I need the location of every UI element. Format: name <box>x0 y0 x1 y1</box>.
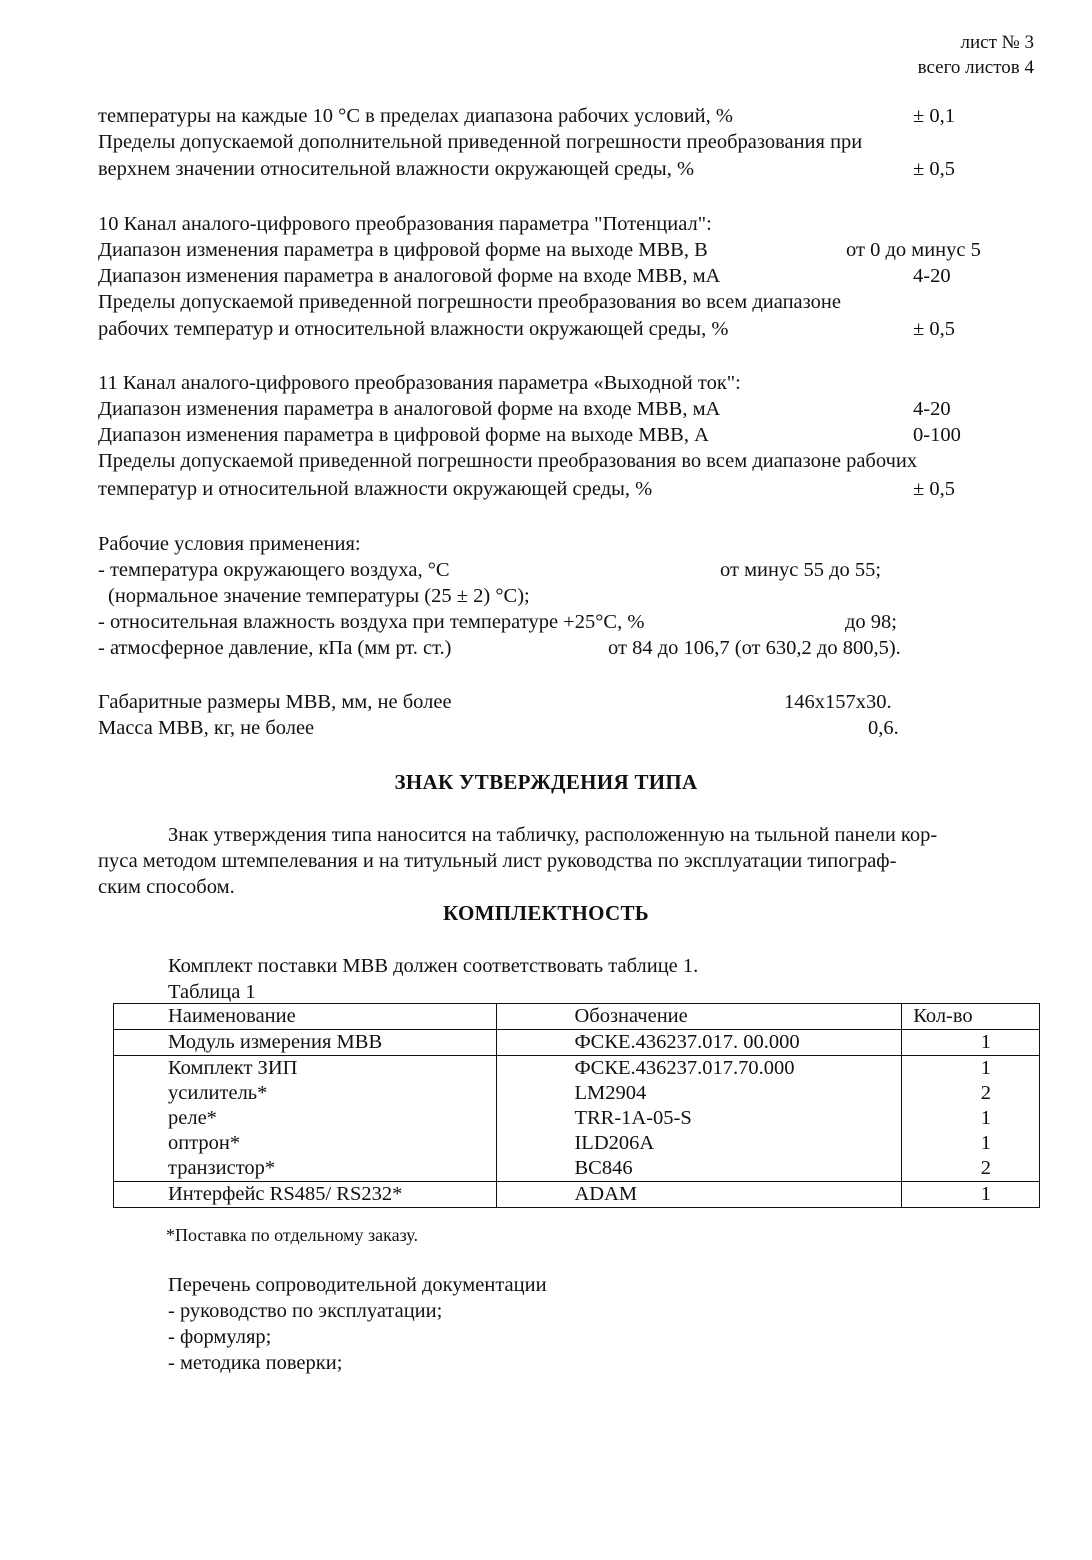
table-row <box>114 1030 1040 1056</box>
value: 0,6. <box>868 717 899 739</box>
section-title: Перечень сопроводительной документации <box>168 1274 547 1296</box>
section-title: 10 Канал аналого-цифрового преобразования параметра "Потенциал": <box>98 213 712 235</box>
list-item: - руководство по эксплуатации; <box>168 1300 443 1322</box>
cell-qty: 1 <box>980 1107 991 1129</box>
section-title: Рабочие условия применения: <box>98 533 361 555</box>
cell-code: ФСКЕ.436237.017. 00.000 <box>497 1030 902 1056</box>
list-item: - методика поверки; <box>168 1352 343 1374</box>
text-line: - относительная влажность воздуха при температуре +25°С, % <box>98 611 645 633</box>
list-item: - формуляр; <box>168 1326 272 1348</box>
column-header: Наименование <box>114 1004 497 1030</box>
section-heading: ЗНАК УТВЕРЖДЕНИЯ ТИПА <box>394 770 698 794</box>
text-line: Габаритные размеры МВВ, мм, не более <box>98 691 452 713</box>
cell-qty: 2 <box>980 1157 991 1179</box>
value: ± 0,1 <box>913 105 956 127</box>
text-line: Комплект поставки МВВ должен соответствовать таблице 1. <box>168 955 699 977</box>
cell-code: ФСКЕ.436237.017.70.000 <box>574 1057 795 1079</box>
cell-code: LM2904 <box>574 1082 647 1104</box>
text-line: - атмосферное давление, кПа (мм рт. ст.) <box>98 637 452 659</box>
cell-name: транзистор* <box>168 1157 276 1179</box>
table-row <box>114 1182 1040 1208</box>
value: от 0 до минус 5 <box>846 239 981 261</box>
cell-name: Комплект ЗИП <box>168 1057 298 1079</box>
text-line: Масса МВВ, кг, не более <box>98 717 315 739</box>
cell-qty: 1 <box>980 1057 991 1079</box>
cell-code: TRR-1A-05-S <box>574 1107 692 1129</box>
text-line: Диапазон изменения параметра в цифровой форме на выходе МВВ, А <box>98 424 709 446</box>
paragraph-line: Знак утверждения типа наносится на табличку, расположенную на тыльной панели кор- <box>168 824 938 846</box>
value: 4-20 <box>913 398 951 420</box>
cell-code: BC846 <box>574 1157 633 1179</box>
table-header-row <box>114 1004 1040 1030</box>
column-header: Обозначение <box>497 1004 902 1030</box>
cell-name: оптрон* <box>168 1132 241 1154</box>
text-line: температур и относительной влажности окружающей среды, % <box>98 478 653 500</box>
value: ± 0,5 <box>913 318 956 340</box>
cell-qty: 2 <box>980 1082 991 1104</box>
value: ± 0,5 <box>913 158 956 180</box>
column-header: Кол-во <box>902 1004 1040 1030</box>
value: до 98; <box>845 611 898 633</box>
paragraph-line: пуса методом штемпелевания и на титульный лист руководства по эксплуатации типограф- <box>98 850 897 872</box>
value: 0-100 <box>913 424 961 446</box>
cell-code: ILD206A <box>574 1132 655 1154</box>
value: ± 0,5 <box>913 478 956 500</box>
text-line: рабочих температур и относительной влажности окружающей среды, % <box>98 318 729 340</box>
cell-name: усилитель* <box>168 1082 268 1104</box>
text-line: Пределы допускаемой приведенной погрешности преобразования во всем диапазоне <box>98 291 841 313</box>
value: 146х157х30. <box>784 691 892 713</box>
value: 4-20 <box>913 265 951 287</box>
table-caption: Таблица 1 <box>168 981 256 1003</box>
paragraph-line: ским способом. <box>98 876 235 898</box>
sheet-header <box>918 30 1034 80</box>
text-line: Диапазон изменения параметра в аналоговой форме на входе МВВ, мА <box>98 398 721 420</box>
table-footnote: *Поставка по отдельному заказу. <box>166 1225 419 1245</box>
cell-code: ADAM <box>497 1182 902 1208</box>
cell-qty: 1 <box>980 1132 991 1154</box>
text-line: температуры на каждые 10 °С в пределах диапазона рабочих условий, % <box>98 105 733 127</box>
section-title: 11 Канал аналого-цифрового преобразования параметра «Выходной ток": <box>98 372 741 394</box>
cell-name: реле* <box>168 1107 217 1129</box>
section-heading: КОМПЛЕКТНОСТЬ <box>443 901 649 925</box>
sheet-total: всего листов 4 <box>917 57 1034 78</box>
cell-name: Модуль измерения МВВ <box>114 1030 497 1056</box>
kit-table <box>113 1003 1040 1208</box>
text-line: Пределы допускаемой приведенной погрешности преобразования во всем диапазоне рабочих <box>98 450 918 472</box>
cell-name: Интерфейс RS485/ RS232* <box>114 1182 497 1208</box>
value: от 84 до 106,7 (от 630,2 до 800,5). <box>608 637 901 659</box>
text-line: Диапазон изменения параметра в аналоговой форме на входе МВВ, мА <box>98 265 721 287</box>
text-line: (нормальное значение температуры (25 ± 2) °С); <box>108 585 530 607</box>
text-line: верхнем значении относительной влажности окружающей среды, % <box>98 158 695 180</box>
cell-qty: 1 <box>902 1182 1040 1208</box>
cell-qty: 1 <box>902 1030 1040 1056</box>
value: от минус 55 до 55; <box>720 559 882 581</box>
text-line: Пределы допускаемой дополнительной приведенной погрешности преобразования при <box>98 131 863 153</box>
table-row-group <box>114 1056 1040 1182</box>
text-line: - температура окружающего воздуха, °С <box>98 559 450 581</box>
text-line: Диапазон изменения параметра в цифровой форме на выходе МВВ, В <box>98 239 708 261</box>
sheet-number: лист № 3 <box>960 32 1034 53</box>
